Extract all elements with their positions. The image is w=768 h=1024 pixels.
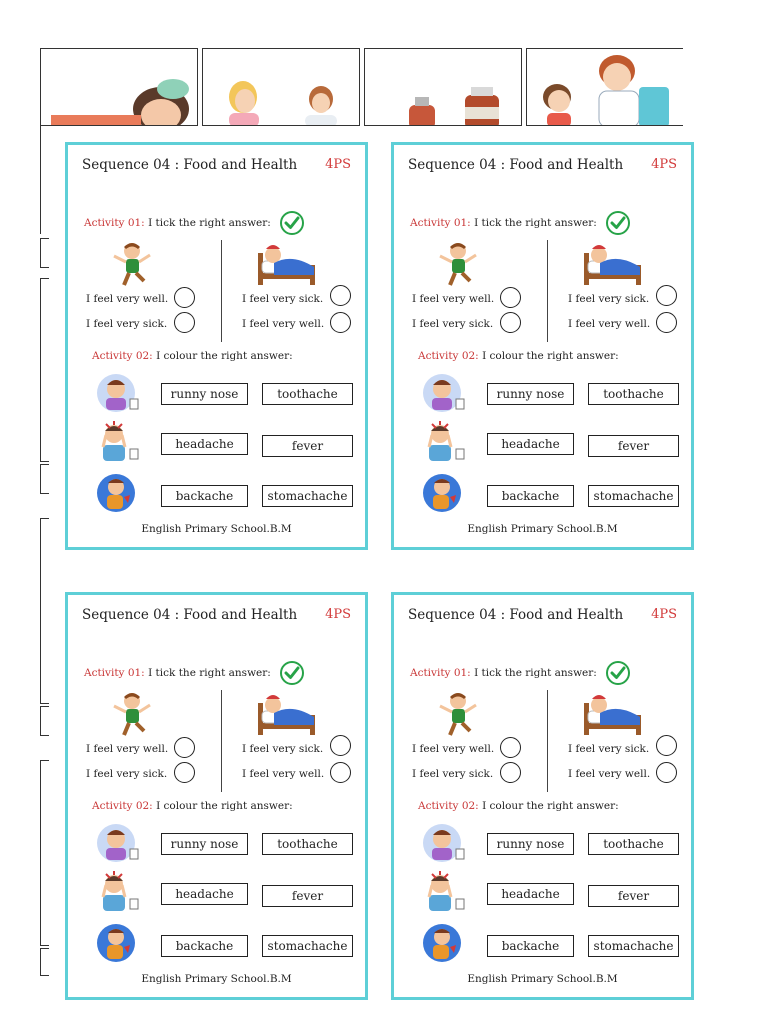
worksheet-card [65,592,368,1000]
answer-box-backache[interactable]: backache [487,485,574,507]
answer-box-fever[interactable]: fever [588,435,679,457]
answer-box-headache[interactable]: headache [161,433,248,455]
answer-box-runny-nose[interactable]: runny nose [487,383,574,405]
column-divider [547,690,548,792]
answer-circle[interactable] [330,285,351,306]
headache-boy-icon [94,421,140,465]
answer-circle[interactable] [500,762,521,783]
grade-label: 4PS [325,607,351,622]
column-divider [547,240,548,342]
activity-2-instruction: I colour the right answer: [156,350,293,362]
answer-box-headache[interactable]: headache [487,433,574,455]
option-left-1: I feel very well. [412,743,495,755]
backache-boy-icon [422,923,464,963]
activity-2-heading [92,800,293,812]
background-bracket [40,518,49,704]
toothache-boy-icon [96,823,140,863]
answer-circle[interactable] [174,287,195,308]
medicine-bottles-illustration [365,49,521,125]
activity-2-instruction: I colour the right answer: [482,800,619,812]
activity-2-heading [418,800,619,812]
answer-circle[interactable] [330,762,351,783]
answer-box-runny-nose[interactable]: runny nose [487,833,574,855]
answer-circle[interactable] [174,312,195,333]
option-right-1: I feel very sick. [568,743,650,755]
activity-2-label: Activity 02: [418,350,479,362]
activity-1-instruction: I tick the right answer: [474,667,597,679]
headache-boy-icon [420,421,466,465]
background-bracket [40,238,49,268]
answer-circle[interactable] [174,737,195,758]
people-drinking-illustration [203,49,359,125]
answer-box-toothache[interactable]: toothache [262,833,353,855]
worksheet-card [65,142,368,550]
activity-2-instruction: I colour the right answer: [156,800,293,812]
answer-box-fever[interactable]: fever [262,435,353,457]
background-bracket [40,948,49,976]
background-bracket [40,760,49,946]
option-right-1: I feel very sick. [242,293,324,305]
option-right-1: I feel very sick. [568,293,650,305]
activity-1-heading [410,667,597,679]
worksheet-card [391,142,694,550]
answer-box-toothache[interactable]: toothache [588,833,679,855]
sick-boy-in-bed-icon [256,237,318,289]
option-right-1: I feel very sick. [242,743,324,755]
answer-box-stomachache[interactable]: stomachache [262,485,353,507]
answer-circle[interactable] [330,312,351,333]
background-panel-4 [526,48,683,126]
boy-jumping-icon [436,691,480,739]
answer-box-stomachache[interactable]: stomachache [588,485,679,507]
school-footer: English Primary School.B.M [141,523,292,535]
background-bracket [40,124,49,234]
answer-box-fever[interactable]: fever [588,885,679,907]
activity-1-label: Activity 01: [84,667,145,679]
toothache-boy-icon [422,373,466,413]
answer-box-stomachache[interactable]: stomachache [262,935,353,957]
activity-2-label: Activity 02: [418,800,479,812]
card-title: Sequence 04 : Food and Health [82,157,298,173]
answer-circle[interactable] [656,735,677,756]
card-title: Sequence 04 : Food and Health [408,607,624,623]
answer-box-backache[interactable]: backache [161,935,248,957]
backache-boy-icon [96,923,138,963]
card-title: Sequence 04 : Food and Health [408,157,624,173]
option-left-2: I feel very sick. [412,768,494,780]
activity-1-heading [84,217,271,229]
sick-boy-in-bed-icon [256,687,318,739]
grade-label: 4PS [651,607,677,622]
school-footer: English Primary School.B.M [467,523,618,535]
answer-box-headache[interactable]: headache [161,883,248,905]
activity-1-label: Activity 01: [410,667,471,679]
toothache-boy-icon [422,823,466,863]
sick-boy-in-bed-icon [582,687,644,739]
answer-circle[interactable] [656,285,677,306]
option-left-1: I feel very well. [86,743,169,755]
headache-boy-icon [420,871,466,915]
answer-circle[interactable] [500,287,521,308]
option-left-2: I feel very sick. [86,768,168,780]
doctor-examining-child-illustration [527,49,683,125]
answer-box-runny-nose[interactable]: runny nose [161,383,248,405]
option-left-2: I feel very sick. [86,318,168,330]
option-right-2: I feel very well. [242,768,325,780]
answer-circle[interactable] [500,737,521,758]
option-left-1: I feel very well. [412,293,495,305]
backache-boy-icon [96,473,138,513]
activity-2-label: Activity 02: [92,350,153,362]
option-left-2: I feel very sick. [412,318,494,330]
headache-boy-icon [94,871,140,915]
sick-boy-in-bed-icon [582,237,644,289]
option-right-2: I feel very well. [568,768,651,780]
background-bracket [40,706,49,736]
activity-1-heading [410,217,597,229]
answer-box-backache[interactable]: backache [487,935,574,957]
answer-box-backache[interactable]: backache [161,485,248,507]
option-right-2: I feel very well. [242,318,325,330]
boy-jumping-icon [110,691,154,739]
answer-box-toothache[interactable]: toothache [588,383,679,405]
option-right-2: I feel very well. [568,318,651,330]
activity-1-heading [84,667,271,679]
activity-2-label: Activity 02: [92,800,153,812]
activity-2-instruction: I colour the right answer: [482,350,619,362]
answer-box-fever[interactable]: fever [262,885,353,907]
tick-icon [606,211,630,235]
column-divider [221,690,222,792]
boy-jumping-icon [436,241,480,289]
grade-label: 4PS [325,157,351,172]
answer-circle[interactable] [656,312,677,333]
activity-1-instruction: I tick the right answer: [148,667,271,679]
background-bracket [40,464,49,494]
answer-box-runny-nose[interactable]: runny nose [161,833,248,855]
activity-1-instruction: I tick the right answer: [148,217,271,229]
background-bracket [40,278,49,462]
sick-girl-illustration [41,49,197,125]
answer-circle[interactable] [656,762,677,783]
school-footer: English Primary School.B.M [467,973,618,985]
answer-box-toothache[interactable]: toothache [262,383,353,405]
boy-jumping-icon [110,241,154,289]
answer-box-stomachache[interactable]: stomachache [588,935,679,957]
toothache-boy-icon [96,373,140,413]
answer-circle[interactable] [174,762,195,783]
tick-icon [280,211,304,235]
activity-1-label: Activity 01: [84,217,145,229]
activity-2-heading [418,350,619,362]
answer-circle[interactable] [330,735,351,756]
option-left-1: I feel very well. [86,293,169,305]
answer-circle[interactable] [500,312,521,333]
column-divider [221,240,222,342]
worksheet-card [391,592,694,1000]
card-title: Sequence 04 : Food and Health [82,607,298,623]
background-panel-1 [40,48,198,126]
activity-1-instruction: I tick the right answer: [474,217,597,229]
background-panel-3 [364,48,522,126]
school-footer: English Primary School.B.M [141,973,292,985]
backache-boy-icon [422,473,464,513]
answer-box-headache[interactable]: headache [487,883,574,905]
tick-icon [280,661,304,685]
tick-icon [606,661,630,685]
background-panel-2 [202,48,360,126]
activity-2-heading [92,350,293,362]
activity-1-label: Activity 01: [410,217,471,229]
grade-label: 4PS [651,157,677,172]
